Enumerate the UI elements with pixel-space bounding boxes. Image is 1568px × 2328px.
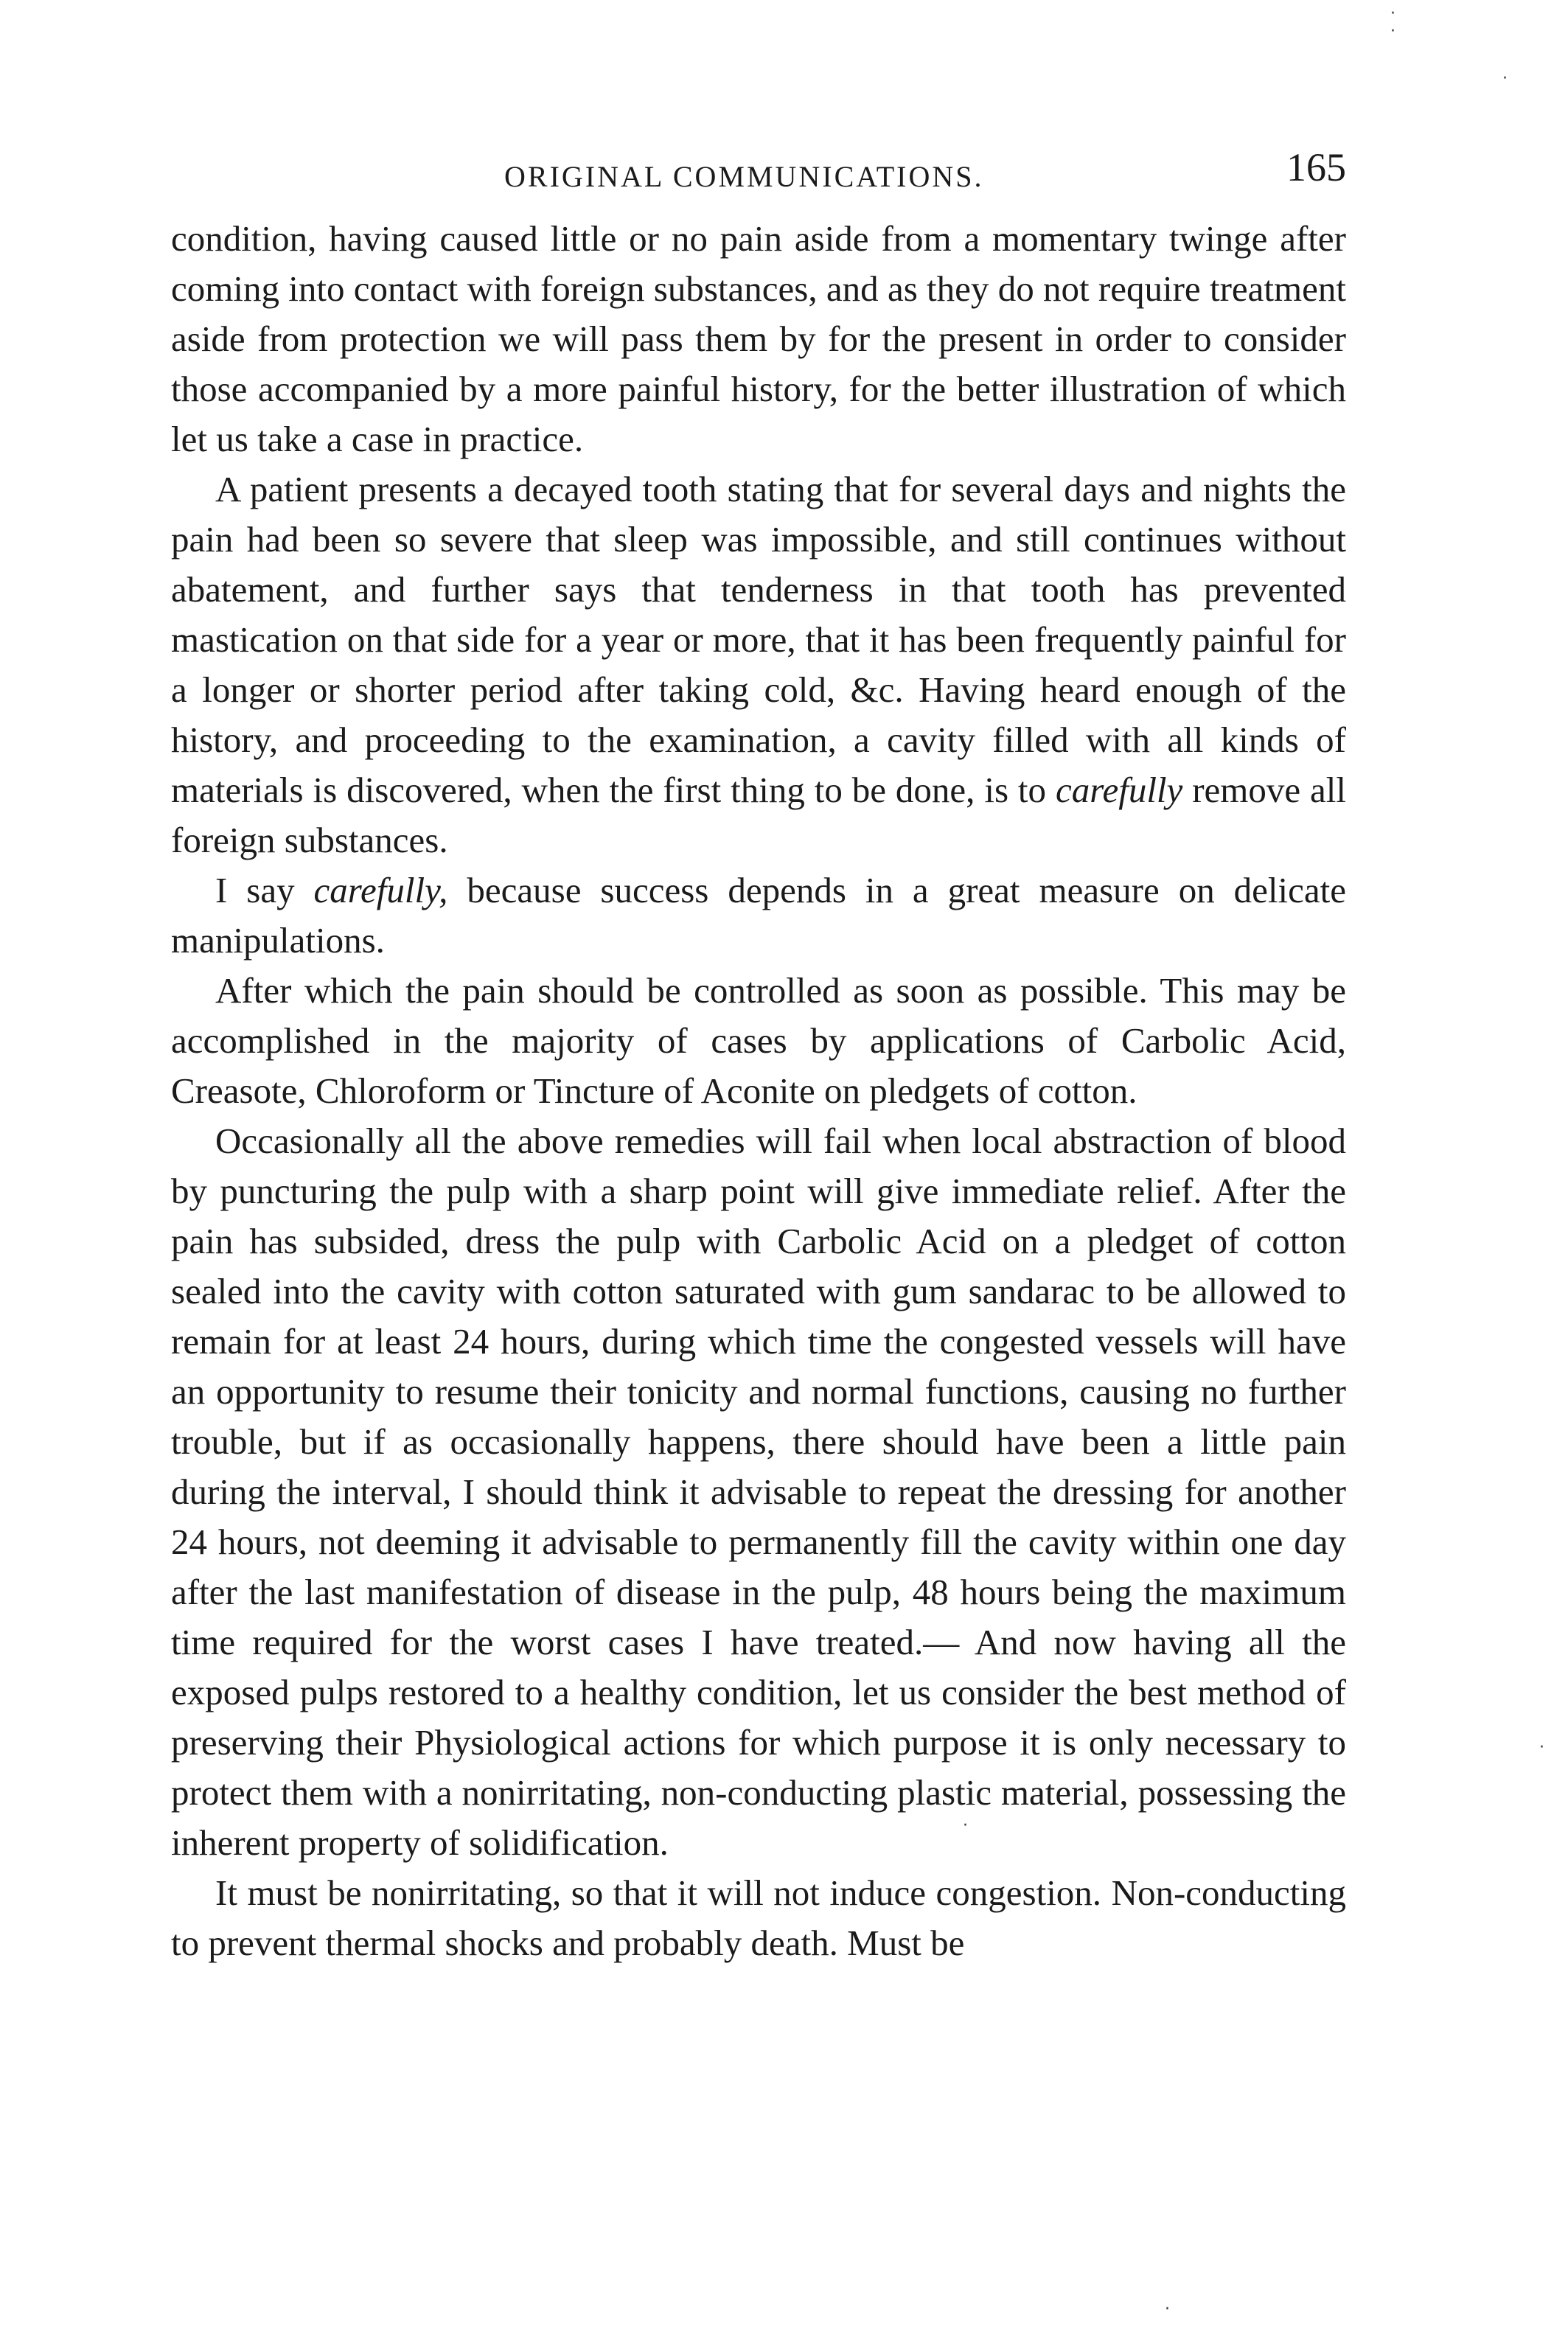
scan-speck: ·: [1390, 22, 1395, 41]
text-run: remove all foreign substances.: [171, 770, 1347, 860]
scan-speck: ·: [1165, 2300, 1170, 2318]
paragraph: [171, 865, 1346, 966]
paragraph: [171, 1116, 1346, 1868]
body-text: [171, 214, 1346, 1968]
paragraph: [171, 966, 1346, 1116]
scan-speck: ·: [1539, 1738, 1544, 1757]
scan-speck: ·: [963, 1816, 968, 1835]
text-run: condition, having caused little or no pain aside from a momentary twinge after coming into contact with foreign substances, and as they do not require treatment aside from protection we will pass them by for the present in order to consider those accompanied by a more painful history, for the better illustration of which let us take a case in practice.: [171, 218, 1346, 459]
running-head: ORIGINAL COMMUNICATIONS.: [504, 160, 984, 193]
text-run: It must be nonirritating, so that it will not induce congestion. Non-conducting to prevent thermal shocks and probably death. Must be: [171, 1872, 1346, 1963]
page-number: 165: [1286, 145, 1346, 189]
italic-text-run: carefully,: [313, 870, 448, 910]
text-run: I say: [215, 870, 314, 910]
text-run: because success depends in a great measure on delicate manipulations.: [171, 870, 1346, 961]
text-run: Occasionally all the above remedies will fail when local abstraction of blood by puncturing the pulp with a sharp point will give immediate relief. After the pain has subsided, dress the pulp with Carbolic Acid on a pledget of cotton sealed into the cavity with cotton saturated with gum sandarac to be allowed to remain for at least 24 hours, during which time the congested vessels will have an opportunity to resume their tonicity and normal functions, causing no further trouble, but if as occasionally happens, there should have been a little pain during the interval, I should think it advisable to repeat the dressing for another 24 hours, not deeming it advisable to permanently fill the cavity within one day after the last manifestation of disease in the pulp, 48 hours being the maximum time required for the worst cases I have treated.— And now having all the exposed pulps restored to a healthy condition, let us consider the best method of preserving their Physiological actions for which purpose it is only necessary to protect them with a nonirritating, non-conducting plastic material, possessing the inherent property of solidification.: [171, 1121, 1346, 1863]
scan-speck: ·: [1502, 69, 1508, 88]
italic-text-run: carefully: [1055, 770, 1183, 810]
text-run: After which the pain should be controlled as soon as possible. This may be accomplished in the majority of cases by applications of Carbolic Acid, Creasote, Chloroform or Tincture of Aconite on pledgets of cotton.: [171, 970, 1346, 1111]
scan-speck: ·: [1390, 4, 1395, 23]
text-run: A patient presents a decayed tooth stating that for several days and nights the pain had been so severe that sleep was impossible, and still continues without abatement, and further says that tenderness in that tooth has prevented mastication on that side for a year or more, that it has been frequently painful for a longer or shorter period after taking cold, &c. Having heard enough of the history, and proceeding to the examination, a cavity filled with all kinds of materials is discovered, when the first thing to be done, is to: [171, 469, 1346, 810]
page-header: [171, 144, 1346, 203]
paragraph: [171, 464, 1346, 865]
paragraph: [171, 1868, 1346, 1968]
paragraph: [171, 214, 1346, 464]
